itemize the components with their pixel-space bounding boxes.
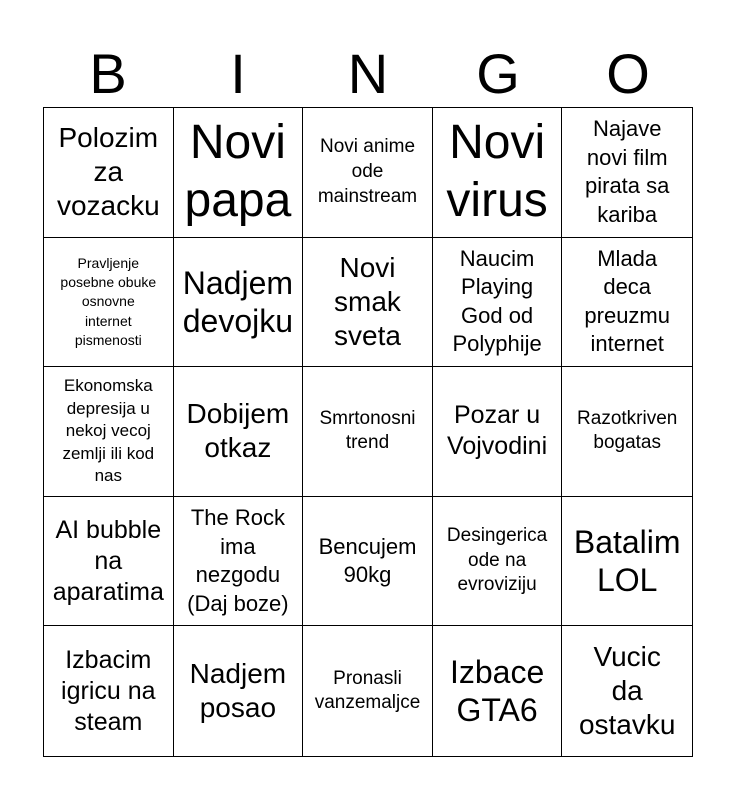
cell-label: Pozar u Vojvodini <box>447 401 548 461</box>
bingo-board <box>43 107 693 757</box>
bingo-cell-r5c4[interactable] <box>433 626 563 756</box>
bingo-cell-r4c1[interactable] <box>44 497 174 627</box>
header-letter-b: B <box>89 42 127 105</box>
bingo-cell-r1c4[interactable] <box>433 108 563 238</box>
bingo-cell-r4c2[interactable] <box>174 497 304 627</box>
header-letter-o: O <box>606 42 650 105</box>
cell-label: Ekonomska depresija u nekoj vecoj zemlji ili kod nas <box>62 376 155 486</box>
bingo-cell-r3c4[interactable] <box>433 367 563 497</box>
bingo-cell-r3c3[interactable] <box>303 367 433 497</box>
cell-label: Bencujem 90kg <box>318 533 417 588</box>
bingo-cell-r5c1[interactable] <box>44 626 174 756</box>
bingo-header <box>43 40 693 108</box>
cell-label: Polozim za vozacku <box>56 122 160 222</box>
cell-label: Novi papa <box>184 115 292 228</box>
cell-label: Pravljenje posebne obuke osnovne internet pismenosti <box>60 254 157 348</box>
cell-label: Novi smak sveta <box>334 251 401 351</box>
cell-label: Mlada deca preuzmu internet <box>584 245 670 357</box>
bingo-cell-r2c5[interactable] <box>562 238 692 368</box>
bingo-cell-r3c2[interactable] <box>174 367 304 497</box>
bingo-cell-r1c3[interactable] <box>303 108 433 238</box>
cell-label: Novi virus <box>446 115 548 228</box>
bingo-cell-r2c4[interactable] <box>433 238 563 368</box>
bingo-cell-r1c5[interactable] <box>562 108 692 238</box>
cell-label: The Rock ima nezgodu (Daj boze) <box>187 504 289 616</box>
cell-label: Izbacim igricu na steam <box>61 645 156 736</box>
header-letter-n: N <box>347 42 389 105</box>
bingo-cell-r2c3[interactable] <box>303 238 433 368</box>
cell-label: Dobijem otkaz <box>186 398 290 464</box>
cell-label: Novi anime ode mainstream <box>317 136 418 207</box>
bingo-cell-r2c2[interactable] <box>174 238 304 368</box>
bingo-cell-r4c4[interactable] <box>433 497 563 627</box>
cell-label: Razotkriven bogatas <box>577 407 678 454</box>
bingo-cell-r5c5[interactable] <box>562 626 692 756</box>
cell-label: Naucim Playing God od Polyphije <box>452 245 542 357</box>
bingo-cell-r1c2[interactable] <box>174 108 304 238</box>
bingo-cell-r3c5[interactable] <box>562 367 692 497</box>
bingo-cell-r3c1[interactable] <box>44 367 174 497</box>
header-letter-i: I <box>230 42 246 105</box>
cell-label: Vucic da ostavku <box>578 640 676 741</box>
bingo-cell-r5c2[interactable] <box>174 626 304 756</box>
header-letter-g: G <box>476 42 520 105</box>
cell-label: Nadjem devojku <box>182 264 294 339</box>
cell-label: Pronasli vanzemaljce <box>314 667 421 714</box>
cell-label: Izbace GTA6 <box>449 653 545 729</box>
cell-label: Desingerica ode na evroviziju <box>446 525 548 596</box>
cell-label: Batalim LOL <box>573 523 681 599</box>
bingo-cell-r1c1[interactable] <box>44 108 174 238</box>
bingo-cell-r4c5[interactable] <box>562 497 692 627</box>
cell-label: AI bubble na aparatima <box>52 515 164 606</box>
cell-label: Smrtonosni trend <box>319 407 416 454</box>
bingo-cell-r4c3[interactable] <box>303 497 433 627</box>
cell-label: Najave novi film pirata sa kariba <box>585 116 670 227</box>
cell-label: Nadjem posao <box>189 658 287 724</box>
bingo-cell-r2c1[interactable] <box>44 238 174 368</box>
bingo-cell-r5c3[interactable] <box>303 626 433 756</box>
